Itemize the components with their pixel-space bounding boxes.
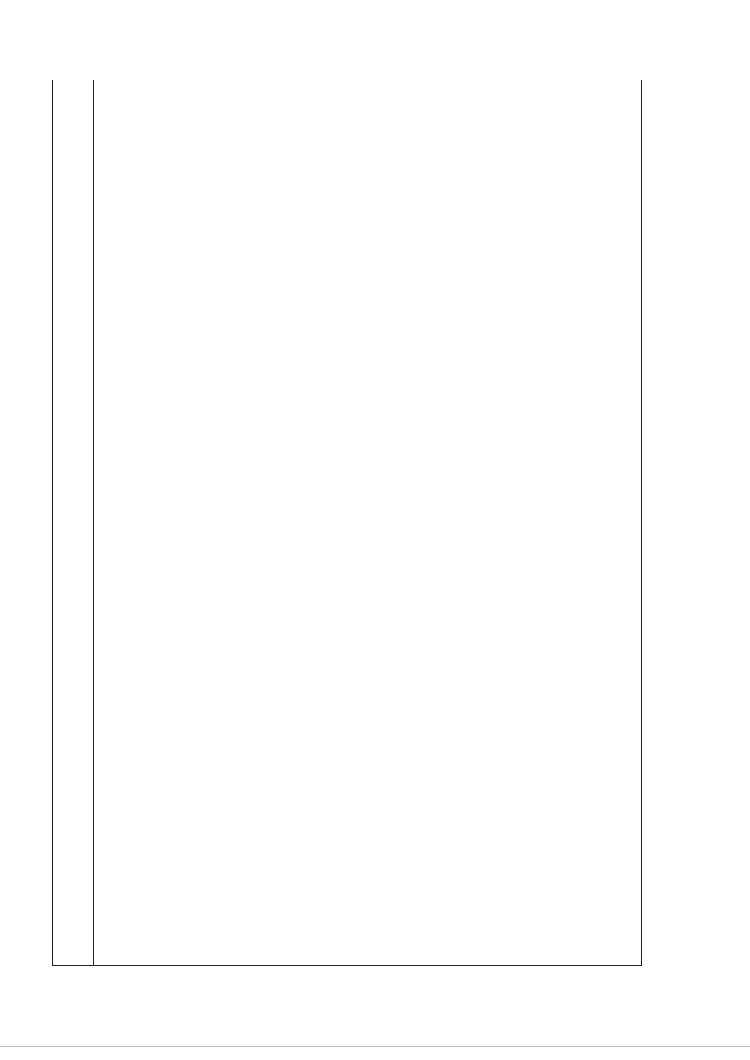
summary-text (90, 184, 636, 204)
schedule2-qa-heading (90, 223, 636, 243)
schedule2-heading (90, 145, 636, 165)
main-qa-heading (90, 106, 636, 126)
page-bottom-rule (0, 1046, 750, 1047)
summary-label (90, 164, 636, 184)
schedule2-none (90, 243, 636, 263)
document-content (90, 86, 636, 262)
